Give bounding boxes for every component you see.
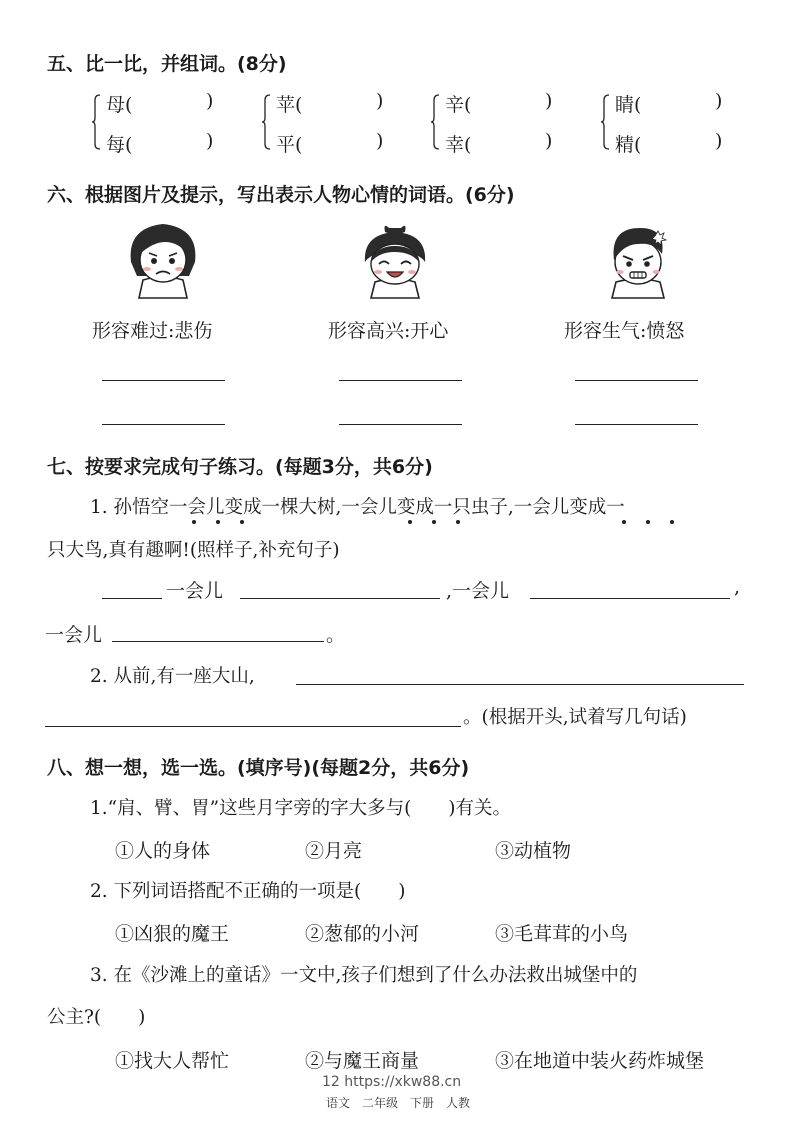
answer-line[interactable] xyxy=(102,424,225,425)
fill-punct: 。 xyxy=(326,624,346,646)
answer-line[interactable] xyxy=(339,380,462,381)
option-8-1-a[interactable]: ①人的身体 xyxy=(115,840,211,862)
pair-char-bottom: 平( xyxy=(276,134,303,156)
emphasis-dot xyxy=(646,520,650,524)
brace-icon xyxy=(262,94,271,150)
section-7-title: 七、按要求完成句子练习。(每题3分，共6分) xyxy=(47,456,433,478)
pair-char-top: 苹( xyxy=(276,94,303,116)
brace-icon xyxy=(92,94,101,150)
question-7-2-hint: 。(根据开头,试着写几句话) xyxy=(463,707,687,728)
pair-char-bottom: 每( xyxy=(106,134,133,156)
pair-paren-top: ) xyxy=(376,90,384,112)
emphasis-dot xyxy=(670,520,674,524)
option-8-1-c[interactable]: ③动植物 xyxy=(495,840,572,862)
caption-happy: 形容高兴:开心 xyxy=(328,320,449,342)
pair-char-top: 睛( xyxy=(615,94,642,116)
pair-paren-bottom: ) xyxy=(545,130,553,152)
question-8-3-text: 3. 在《沙滩上的童话》一文中,孩子们想到了什么办法救出城堡中的 xyxy=(90,965,638,986)
fill-word: 一会儿 xyxy=(45,624,103,646)
option-8-3-c[interactable]: ③在地道中装火药炸城堡 xyxy=(495,1050,705,1072)
emphasis-dot xyxy=(408,520,412,524)
pair-paren-bottom: ) xyxy=(206,130,214,152)
option-8-2-a[interactable]: ①凶狠的魔王 xyxy=(115,923,230,945)
pair-paren-bottom: ) xyxy=(376,130,384,152)
pair-paren-top: ) xyxy=(545,90,553,112)
happy-girl-icon xyxy=(355,222,435,300)
fill-line[interactable] xyxy=(530,598,730,599)
section-5-title: 五、比一比，并组词。(8分) xyxy=(47,53,287,75)
angry-boy-icon xyxy=(600,220,676,300)
question-8-2-text: 2. 下列词语搭配不正确的一项是( ) xyxy=(90,881,406,902)
pair-paren-top: ) xyxy=(715,90,723,112)
fill-word: ,一会儿 xyxy=(446,580,510,602)
brace-icon xyxy=(431,94,440,150)
answer-line[interactable] xyxy=(339,424,462,425)
writing-line[interactable] xyxy=(45,726,461,727)
option-8-2-b[interactable]: ②葱郁的小河 xyxy=(305,923,420,945)
pair-char-bottom: 幸( xyxy=(445,134,472,156)
emphasis-dot xyxy=(432,520,436,524)
emphasis-dot xyxy=(456,520,460,524)
emphasis-dot xyxy=(622,520,626,524)
sad-girl-icon xyxy=(125,218,201,300)
answer-line[interactable] xyxy=(102,380,225,381)
answer-line[interactable] xyxy=(575,424,698,425)
option-8-1-b[interactable]: ②月亮 xyxy=(305,840,363,862)
pair-paren-bottom: ) xyxy=(715,130,723,152)
emphasis-dot xyxy=(192,520,196,524)
footer-info: 语文 二年级 下册 人教 xyxy=(326,1096,471,1110)
question-8-3-text-cont: 公主?( ) xyxy=(47,1007,146,1028)
watermark: 12 https://xkw88.cn xyxy=(322,1074,462,1090)
caption-sad: 形容难过:悲伤 xyxy=(92,320,213,342)
fill-word: 一会儿 xyxy=(166,580,224,602)
pair-char-top: 辛( xyxy=(445,94,472,116)
fill-line[interactable] xyxy=(102,598,162,599)
caption-angry: 形容生气:愤怒 xyxy=(564,320,685,342)
question-8-1-text: 1.“肩、臂、胃”这些月字旁的字大多与( )有关。 xyxy=(90,798,512,819)
fill-line[interactable] xyxy=(112,641,324,642)
question-7-1-text-cont: 只大鸟,真有趣啊!(照样子,补充句子) xyxy=(47,540,340,561)
section-8-title: 八、想一想，选一选。(填序号)(每题2分，共6分) xyxy=(47,757,470,779)
option-8-2-c[interactable]: ③毛茸茸的小鸟 xyxy=(495,923,629,945)
option-8-3-a[interactable]: ①找大人帮忙 xyxy=(115,1050,230,1072)
pair-char-bottom: 精( xyxy=(615,134,642,156)
emphasis-dot xyxy=(240,520,244,524)
pair-char-top: 母( xyxy=(106,94,133,116)
section-6-title: 六、根据图片及提示，写出表示人物心情的词语。(6分) xyxy=(47,184,515,206)
brace-icon xyxy=(601,94,610,150)
writing-line[interactable] xyxy=(296,684,744,685)
question-7-2-text: 2. 从前,有一座大山, xyxy=(90,666,255,687)
emphasis-dot xyxy=(216,520,220,524)
fill-line[interactable] xyxy=(240,598,440,599)
answer-line[interactable] xyxy=(575,380,698,381)
option-8-3-b[interactable]: ②与魔王商量 xyxy=(305,1050,420,1072)
pair-paren-top: ) xyxy=(206,90,214,112)
fill-punct: , xyxy=(734,576,741,598)
question-7-1-text: 1. 孙悟空一会儿变成一棵大树,一会儿变成一只虫子,一会儿变成一 xyxy=(90,497,625,518)
